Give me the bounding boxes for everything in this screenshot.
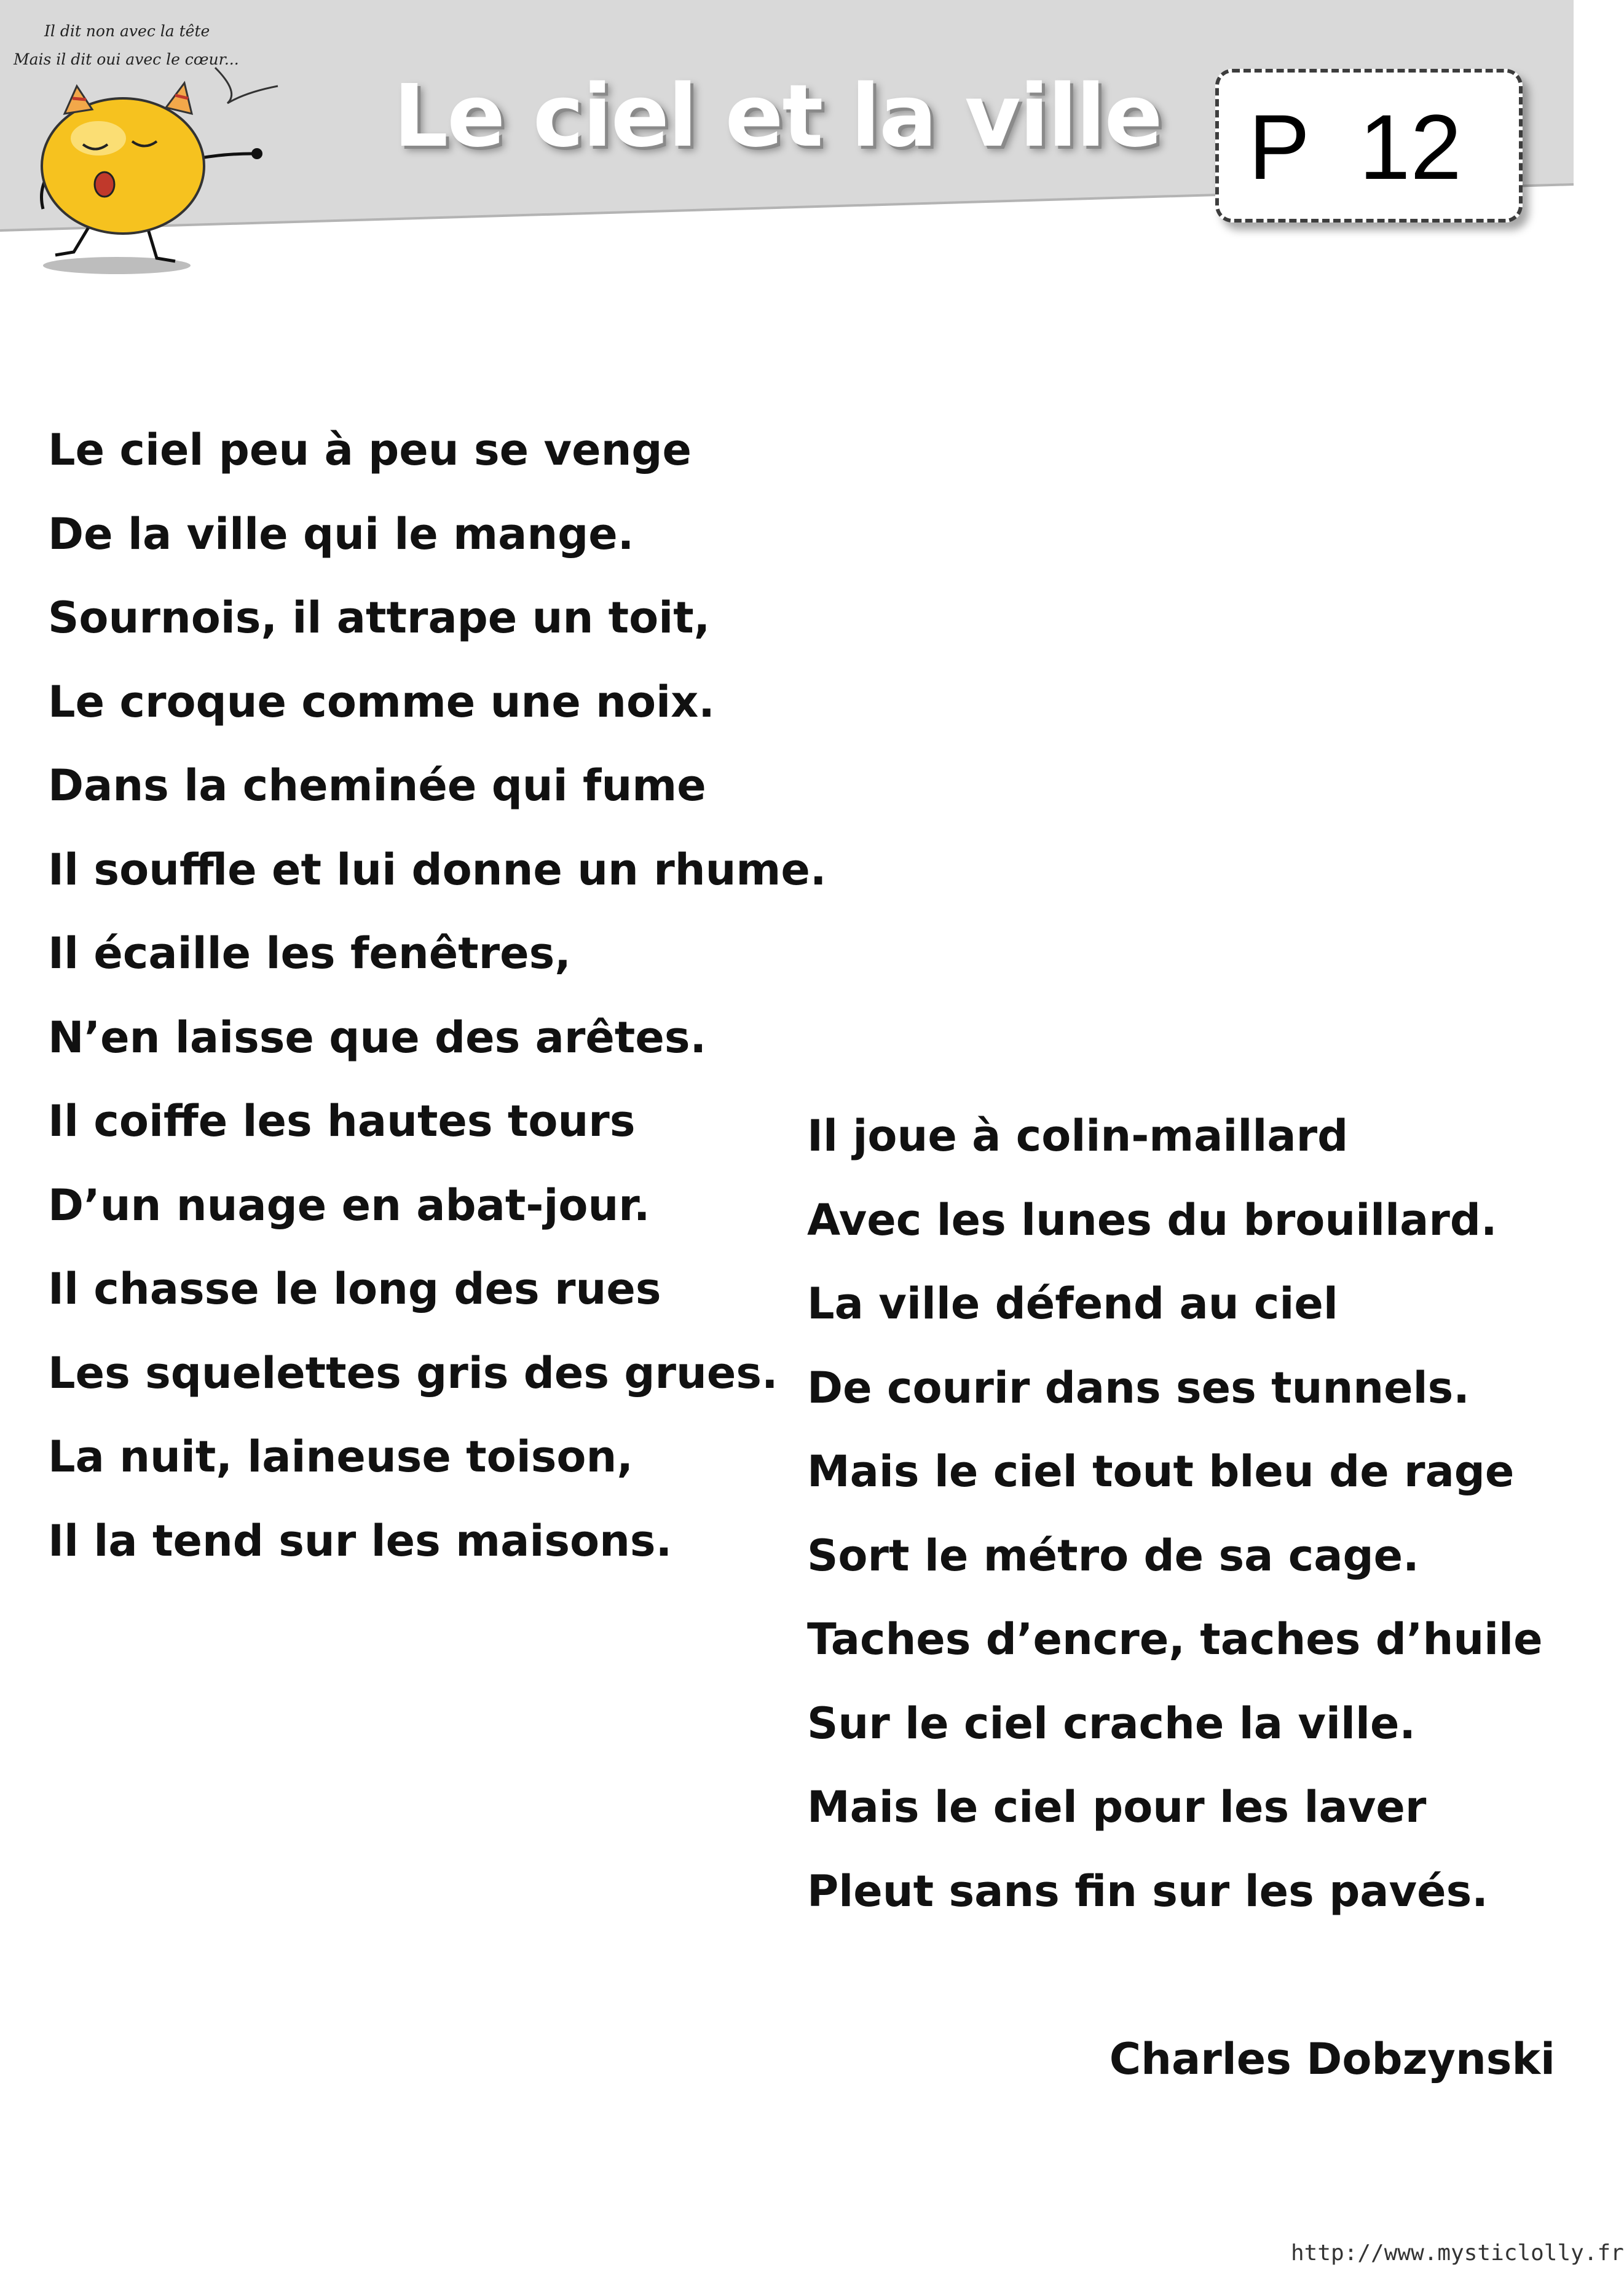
verse: Il coiffe les hautes tours [48,1096,636,1146]
verse: Mais le ciel pour les laver [807,1782,1427,1832]
page-title: Le ciel et la ville [393,66,1162,167]
verse: D’un nuage en abat-jour. [48,1180,650,1231]
verse: Dans la cheminée qui fume [48,760,706,811]
verse: Sournois, il attrape un toit, [48,593,711,643]
verse: Taches d’encre, taches d’huile [807,1614,1543,1664]
poem-stanza-2 [807,1094,1543,1933]
verse: Il écaille les fenêtres, [48,928,571,979]
verse: Le ciel peu à peu se venge [48,425,692,475]
verse: Le croque comme une noix. [48,676,715,727]
verse: Il chasse le long des rues [48,1264,661,1314]
speech-line: Mais il dit oui avec le cœur... [14,50,239,68]
verse: Sort le métro de sa cage. [807,1530,1419,1581]
verse: Avec les lunes du brouillard. [807,1194,1497,1245]
verse: Les squelettes gris des grues. [48,1347,778,1398]
verse: La ville défend au ciel [807,1278,1338,1329]
verse: Pleut sans fin sur les pavés. [807,1865,1488,1916]
poem-author: Charles Dobzynski [1109,2034,1555,2084]
page-number-badge [1215,69,1523,223]
verse: Sur le ciel crache la ville. [807,1698,1416,1749]
verse: De la ville qui le mange. [48,508,634,559]
speech-bubble [14,17,284,74]
footer-url: http://www.mysticlolly.fr [1291,2240,1624,2266]
verse: De courir dans ses tunnels. [807,1362,1470,1413]
page-number: 12 [1359,95,1462,199]
verse: Il souffle et lui donne un rhume. [48,844,827,895]
verse: Mais le ciel tout bleu de rage [807,1446,1515,1497]
verse: Il la tend sur les maisons. [48,1515,672,1566]
verse: N’en laisse que des arêtes. [48,1012,707,1063]
verse: La nuit, laineuse toison, [48,1432,633,1482]
poem-stanza-1 [48,408,826,1583]
speech-line: Il dit non avec la tête [44,22,210,40]
page-label: P [1248,95,1311,199]
verse: Il joue à colin-maillard [807,1111,1349,1161]
